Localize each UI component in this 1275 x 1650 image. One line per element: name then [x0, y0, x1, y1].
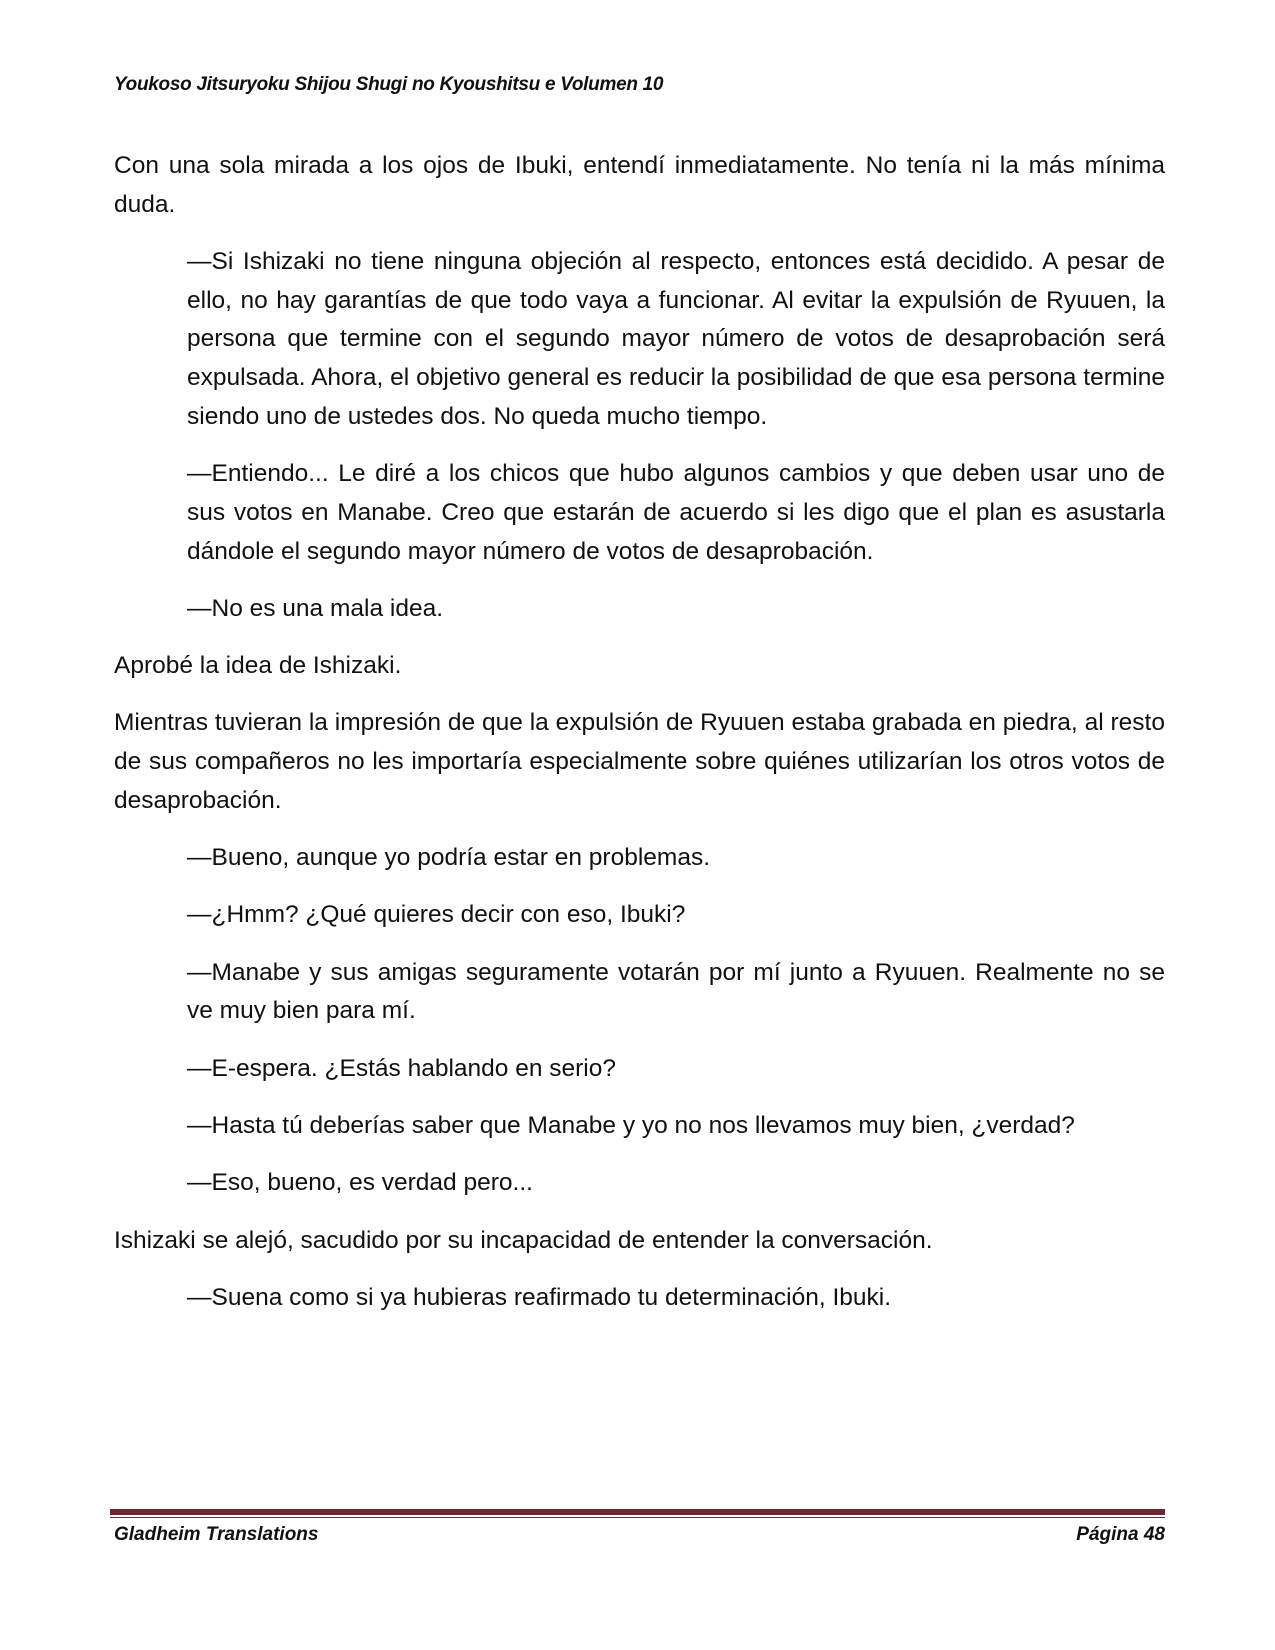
dialogue-paragraph: —Eso, bueno, es verdad pero...: [187, 1169, 533, 1197]
dialogue-paragraph: —Suena como si ya hubieras reafirmado tu determinación, Ibuki.: [187, 1283, 892, 1311]
dialogue-paragraph: —E-espera. ¿Estás hablando en serio?: [187, 1054, 616, 1082]
footer-translator: Gladheim Translations: [114, 1524, 319, 1545]
dialogue-paragraph: —Si Ishizaki no tiene ninguna objeción al respecto, entonces está decidido. A pesar de ello, no hay garantías de que todo vaya a funcionar. Al evitar la expulsión de Ryuuen, la persona que termine con el segundo mayor número de votos de desaprobación será expulsada. Ahora, el objetivo general es reducir la posibilidad de que esa persona termine siendo uno de ustedes dos. No queda mucho tiempo.: [187, 248, 1165, 430]
running-header: Youkoso Jitsuryoku Shijou Shugi no Kyoushitsu e Volumen 10: [114, 74, 664, 95]
footer-page-number: Página 48: [1076, 1524, 1165, 1545]
paragraph: Aprobé la idea de Ishizaki.: [114, 652, 402, 680]
paragraph: Ishizaki se alejó, sacudido por su incapacidad de entender la conversación.: [114, 1226, 933, 1254]
dialogue-paragraph: —Entiendo... Le diré a los chicos que hubo algunos cambios y que deben usar uno de sus votos en Manabe. Creo que estarán de acuerdo si les digo que el plan es asustarla dándole el segundo mayor número de votos de desaprobación.: [187, 460, 1165, 565]
footer-rule: [110, 1509, 1165, 1518]
dialogue-paragraph: —Bueno, aunque yo podría estar en problemas.: [187, 844, 711, 872]
paragraph: Con una sola mirada a los ojos de Ibuki, entendí inmediatamente. No tenía ni la más mínima duda.: [114, 152, 1165, 218]
dialogue-paragraph: —¿Hmm? ¿Qué quieres decir con eso, Ibuki?: [187, 901, 686, 929]
dialogue-paragraph: —Hasta tú deberías saber que Manabe y yo no nos llevamos muy bien, ¿verdad?: [187, 1112, 1075, 1139]
dialogue-paragraph: —Manabe y sus amigas seguramente votarán por mí junto a Ryuuen. Realmente no se ve muy bien para mí.: [187, 958, 1165, 1025]
footer-rule-thick: [110, 1509, 1165, 1515]
dialogue-paragraph: —No es una mala idea.: [187, 594, 444, 622]
paragraph: Mientras tuvieran la impresión de que la expulsión de Ryuuen estaba grabada en piedra, al resto de sus compañeros no les importaría especialmente sobre quiénes utilizarían los otros votos de desaprobación.: [114, 709, 1165, 814]
footer-rule-thin: [110, 1517, 1165, 1518]
page-body: [114, 147, 1165, 1336]
